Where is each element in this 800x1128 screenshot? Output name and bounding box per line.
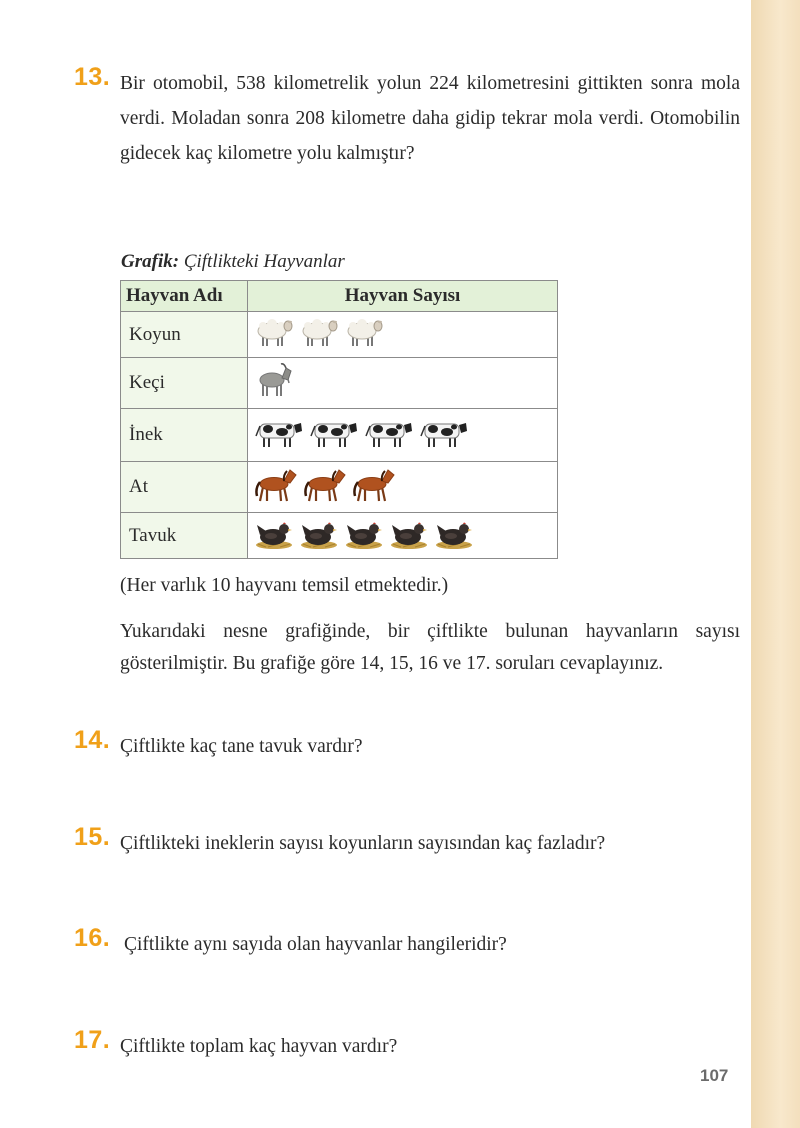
sheep-icon (299, 314, 339, 355)
table-row (121, 462, 558, 513)
graph-caption (121, 251, 345, 273)
caption-label: Grafik: (121, 251, 180, 272)
animal-icons (248, 312, 558, 358)
question-text: Bir otomobil, 538 kilometrelik yolun 224 kilometresini gittikten sonra mola verdi. Moladan sonra 208 kilometre daha gidip tekrar mola verdi. Otomobilin gidecek kaç kilometre yolu kalmıştır? (120, 73, 740, 164)
graph-instructions: Yukarıdaki nesne grafiğinde, bir çiftlikte bulunan hayvanların sayısı gösterilmiştir. Bu grafiğe göre 14, 15, 16 ve 17. soruları cevaplayınız. (120, 621, 740, 674)
question-text: Çiftlikte kaç tane tavuk vardır? (120, 736, 363, 757)
hen-icon (344, 516, 384, 555)
horse-icon (352, 466, 396, 509)
animal-name: At (121, 462, 248, 513)
hen-icon (389, 516, 429, 555)
page-edge (751, 0, 800, 1128)
caption-title: Çiftlikteki Hayvanlar (183, 251, 345, 272)
table-row (121, 358, 558, 409)
question-text: Çiftlikte aynı sayıda olan hayvanlar hangileridir? (124, 934, 507, 955)
table-row (121, 409, 558, 462)
cow-icon (254, 416, 304, 455)
page-number: 107 (700, 1066, 729, 1085)
animal-name: Keçi (121, 358, 248, 409)
horse-icon (254, 466, 298, 509)
hen-icon (299, 516, 339, 555)
question-number: 13. (74, 63, 111, 91)
cow-icon (364, 416, 414, 455)
cow-icon (419, 416, 469, 455)
question-text: Çiftlikteki ineklerin sayısı koyunların sayısından kaç fazladır? (120, 833, 606, 854)
pictograph-table (120, 280, 558, 559)
question-number: 14. (74, 726, 111, 754)
hen-icon (254, 516, 294, 555)
sheep-icon (344, 314, 384, 355)
goat-icon (254, 362, 294, 405)
hen-icon (434, 516, 474, 555)
animal-name: İnek (121, 409, 248, 462)
animal-icons (248, 513, 558, 559)
animal-name: Koyun (121, 312, 248, 358)
question-number: 15. (74, 823, 111, 851)
header-animal-name: Hayvan Adı (121, 281, 248, 312)
header-animal-count: Hayvan Sayısı (248, 281, 558, 312)
animal-icons (248, 462, 558, 513)
table-row (121, 312, 558, 358)
cow-icon (309, 416, 359, 455)
table-row (121, 513, 558, 559)
animal-name: Tavuk (121, 513, 248, 559)
graph-note: (Her varlık 10 hayvanı temsil etmektedir.) (120, 575, 449, 596)
animal-icons (248, 358, 558, 409)
question-text: Çiftlikte toplam kaç hayvan vardır? (120, 1036, 398, 1057)
question-number: 16. (74, 924, 111, 952)
horse-icon (303, 466, 347, 509)
table-header-row (121, 281, 558, 312)
sheep-icon (254, 314, 294, 355)
question-number: 17. (74, 1026, 111, 1054)
animal-icons (248, 409, 558, 462)
